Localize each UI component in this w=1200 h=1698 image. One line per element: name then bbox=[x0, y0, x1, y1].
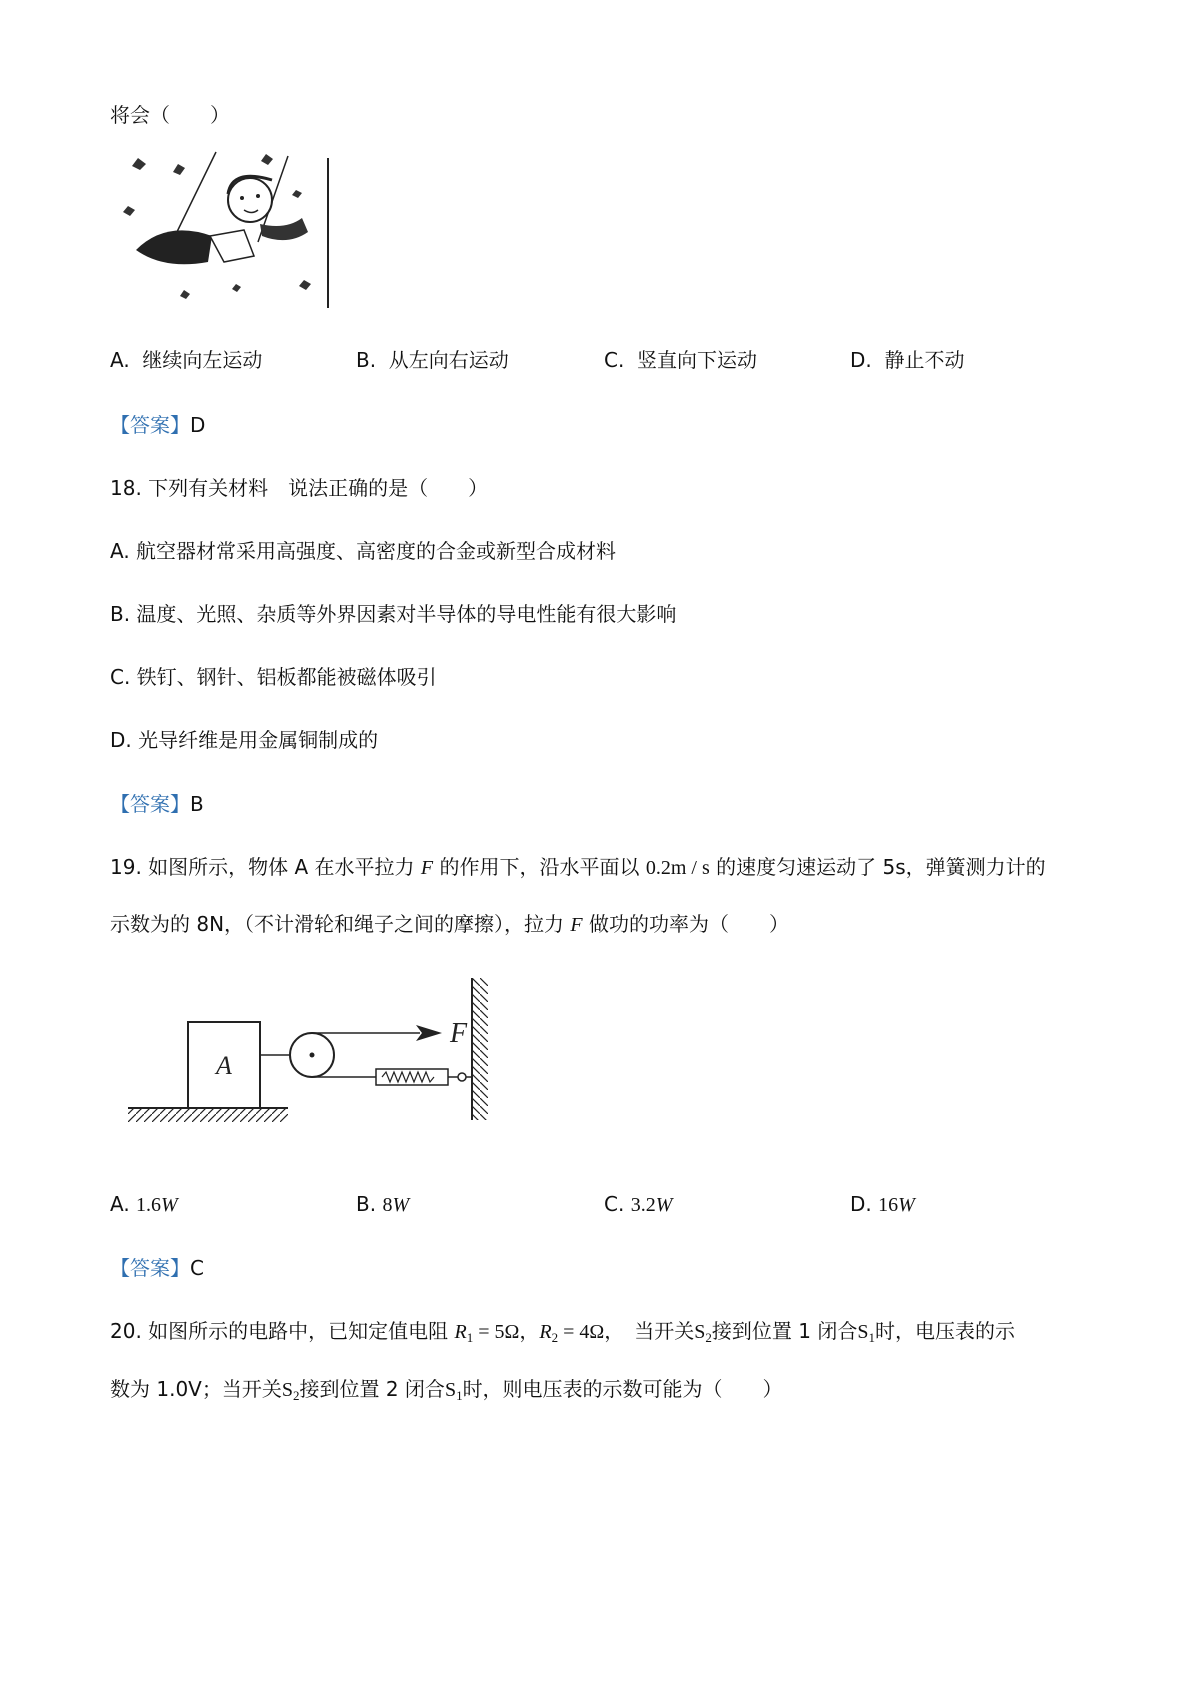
force-label: F bbox=[450, 1018, 468, 1049]
q17-answer: 【答案】D bbox=[110, 413, 206, 437]
q19-stem-line1: 19. 如图所示，物体 A 在水平拉力 F 的作用下，沿水平面以 0.2m / s 的速度匀速运动了 5s，弹簧测力计的 bbox=[110, 855, 1046, 879]
q20-stem-line2: 数为 1.0V；当开关$S_2$接到位置 2 闭合$S_1$时，则电压表的示数可能为（ ） bbox=[110, 1377, 783, 1403]
q18-stem: 18. 下列有关材料 说法正确的是（ ） bbox=[110, 476, 489, 500]
q18-option-c: C. 铁钉、钢针、铝板都能被磁体吸引 bbox=[110, 665, 437, 689]
q19-option-b: B. 8W bbox=[356, 1192, 410, 1216]
q19-answer: 【答案】C bbox=[110, 1256, 204, 1280]
q19-option-c: C. 3.2W bbox=[604, 1192, 673, 1216]
q19-stem-line2: 示数为的 8N，（不计滑轮和绳子之间的摩擦），拉力 F 做功的功率为（ ） bbox=[110, 912, 789, 936]
q18-answer: 【答案】B bbox=[110, 792, 204, 816]
q17-stem-tail: 将会（ ） bbox=[110, 103, 230, 127]
swing-illustration bbox=[108, 150, 336, 310]
q17-option-a: A. 继续向左运动 bbox=[110, 348, 263, 372]
q20-stem-line1: 20. 如图所示的电路中，已知定值电阻 $R_1 = 5\Omega$，$R_2 = 4\Omega$， 当开关$S_2$接到位置 1 闭合$S_1$时，电压表的示 bbox=[110, 1319, 1015, 1345]
block-label: A bbox=[216, 1051, 232, 1080]
pulley-spring-figure bbox=[120, 970, 540, 1130]
q17-option-b: B. 从左向右运动 bbox=[356, 348, 509, 372]
q18-option-b: B. 温度、光照、杂质等外界因素对半导体的导电性能有很大影响 bbox=[110, 602, 677, 626]
q17-option-d: D. 静止不动 bbox=[850, 348, 965, 372]
q18-option-a: A. 航空器材常采用高强度、高密度的合金或新型合成材料 bbox=[110, 539, 617, 563]
q18-option-d: D. 光导纤维是用金属铜制成的 bbox=[110, 728, 379, 752]
q19-option-a: A. 1.6W bbox=[110, 1192, 178, 1216]
q17-option-c: C. 竖直向下运动 bbox=[604, 348, 758, 372]
q19-option-d: D. 16W bbox=[850, 1192, 915, 1216]
